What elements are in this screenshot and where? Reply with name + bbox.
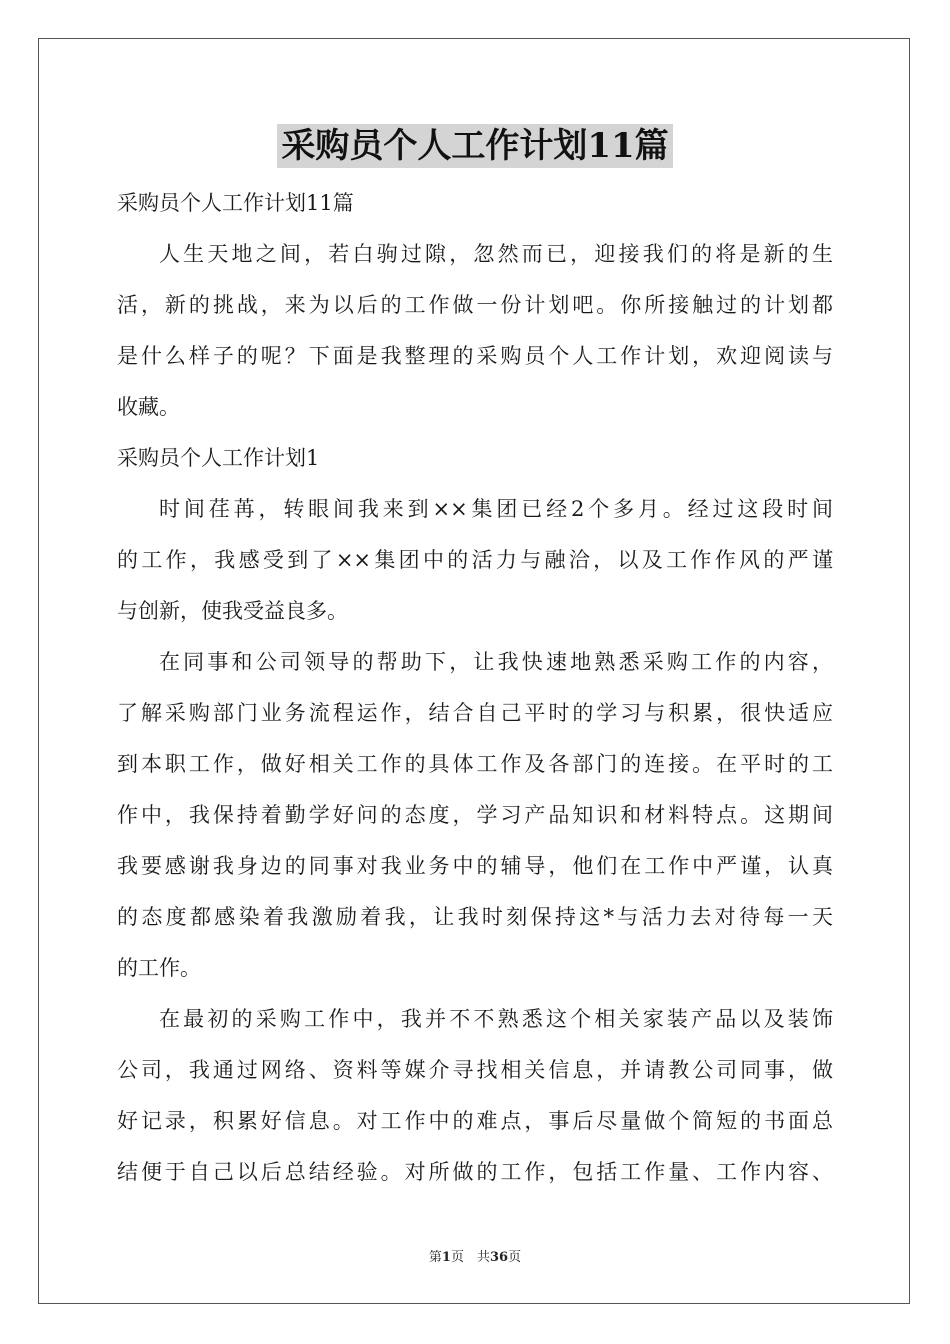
text-line: 在同事和公司领导的帮助下，让我快速地熟悉采购工作的内容， bbox=[159, 650, 833, 674]
text-line: 采购员个人工作计划11篇 bbox=[117, 191, 354, 215]
text-line: 公司，我通过网络、资料等媒介寻找相关信息，并请教公司同事，做 bbox=[117, 1058, 833, 1082]
text-line: 到本职工作，做好相关工作的具体工作及各部门的连接。在平时的工 bbox=[117, 752, 833, 776]
footer-prefix: 第 bbox=[428, 1250, 442, 1265]
text-line: 与创新，使我受益良多。 bbox=[117, 599, 348, 623]
page-footer bbox=[0, 1246, 950, 1265]
title-container bbox=[0, 124, 950, 168]
text-line: 时间荏苒，转眼间我来到××集团已经2个多月。经过这段时间 bbox=[159, 497, 833, 521]
text-line: 我要感谢我身边的同事对我业务中的辅导，他们在工作中严谨，认真 bbox=[117, 854, 833, 878]
text-line: 人生天地之间，若白驹过隙，忽然而已，迎接我们的将是新的生 bbox=[159, 242, 833, 266]
text-line: 了解采购部门业务流程运作，结合自己平时的学习与积累，很快适应 bbox=[117, 701, 833, 725]
text-line: 采购员个人工作计划1 bbox=[117, 446, 320, 470]
text-line: 活，新的挑战，来为以后的工作做一份计划吧。你所接触过的计划都 bbox=[117, 293, 833, 317]
text-line: 是什么样子的呢？下面是我整理的采购员个人工作计划，欢迎阅读与 bbox=[117, 344, 833, 368]
text-line: 的工作，我感受到了××集团中的活力与融洽，以及工作作风的严谨 bbox=[117, 548, 833, 572]
text-line: 收藏。 bbox=[117, 395, 180, 419]
text-line: 结便于自己以后总结经验。对所做的工作，包括工作量、工作内容、 bbox=[117, 1160, 833, 1184]
footer-suffix: 页 bbox=[508, 1250, 522, 1265]
footer-total-pages: 36 bbox=[489, 1250, 509, 1265]
document-title: 采购员个人工作计划11篇 bbox=[277, 124, 672, 168]
text-line: 的工作。 bbox=[117, 956, 201, 980]
document-body bbox=[117, 178, 833, 1198]
footer-current-page: 1 bbox=[441, 1250, 451, 1265]
text-line: 在最初的采购工作中，我并不不熟悉这个相关家装产品以及装饰 bbox=[159, 1007, 833, 1031]
text-line: 作中，我保持着勤学好问的态度，学习产品知识和材料特点。这期间 bbox=[117, 803, 833, 827]
text-line: 的态度都感染着我激励着我，让我时刻保持这*与活力去对待每一天 bbox=[117, 905, 833, 929]
footer-mid: 页 共 bbox=[450, 1250, 490, 1265]
text-line: 好记录，积累好信息。对工作中的难点，事后尽量做个简短的书面总 bbox=[117, 1109, 833, 1133]
